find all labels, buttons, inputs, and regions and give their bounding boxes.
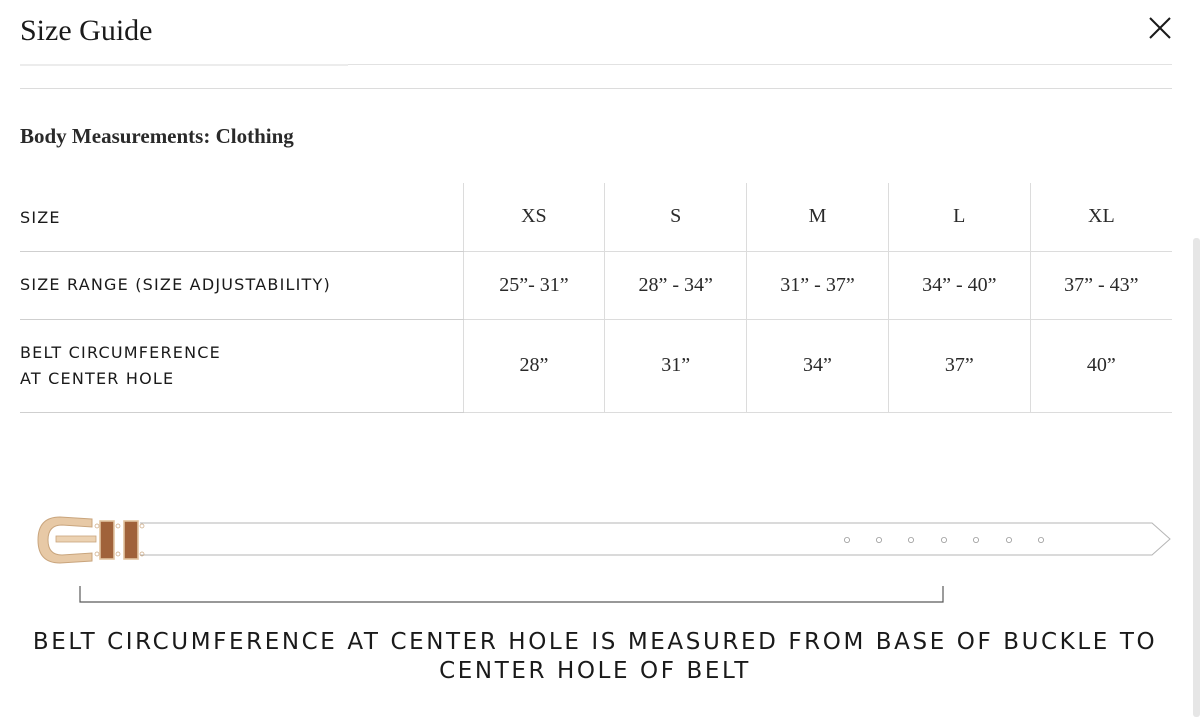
belt-diagram-icon xyxy=(0,505,1200,615)
section-heading: Body Measurements: Clothing xyxy=(20,124,294,148)
table-header-row xyxy=(20,183,1172,251)
section-divider xyxy=(20,88,1172,89)
modal-title: Size Guide xyxy=(20,14,153,47)
active-tab-indicator[interactable] xyxy=(20,64,348,66)
buckle xyxy=(38,517,96,563)
size-header-s: S xyxy=(605,183,747,251)
row-label-size-range xyxy=(20,251,463,319)
belt-circumference-s: 31” xyxy=(605,319,747,412)
measurement-bracket xyxy=(80,586,943,602)
size-range-s: 28” - 34” xyxy=(605,251,747,319)
close-icon[interactable] xyxy=(1144,12,1176,44)
row-label-line: AT CENTER HOLE xyxy=(20,368,175,388)
belt-keeper xyxy=(124,521,138,559)
size-range-m: 31” - 37” xyxy=(747,251,889,319)
size-range-l: 34” - 40” xyxy=(888,251,1030,319)
size-header-m: M xyxy=(747,183,889,251)
table-row xyxy=(20,251,1172,319)
belt-measurement-caption: BELT CIRCUMFERENCE AT CENTER HOLE IS MEASURED FROM BASE OF BUCKLE TO CENTER HOLE OF BELT xyxy=(32,629,1158,684)
table-row xyxy=(20,319,1172,412)
size-header-label: SIZE xyxy=(20,183,463,251)
size-range-xs: 25”- 31” xyxy=(463,251,605,319)
belt-circumference-l: 37” xyxy=(888,319,1030,412)
row-label-line: BELT CIRCUMFERENCE xyxy=(20,342,221,362)
belt-circumference-xs: 28” xyxy=(463,319,605,412)
belt-circumference-xl: 40” xyxy=(1030,319,1172,412)
size-header-l: L xyxy=(888,183,1030,251)
row-label-belt-circumference xyxy=(20,319,463,412)
scrollbar[interactable] xyxy=(1193,238,1200,717)
row-label-line: SIZE RANGE (SIZE ADJUSTABILITY) xyxy=(20,275,331,294)
belt-circumference-m: 34” xyxy=(747,319,889,412)
size-chart-table xyxy=(20,183,1172,413)
size-header-xl: XL xyxy=(1030,183,1172,251)
belt-strap xyxy=(140,523,1170,555)
close-button[interactable] xyxy=(1144,12,1176,44)
belt-keeper xyxy=(100,521,114,559)
size-range-xl: 37” - 43” xyxy=(1030,251,1172,319)
size-header-xs: XS xyxy=(463,183,605,251)
